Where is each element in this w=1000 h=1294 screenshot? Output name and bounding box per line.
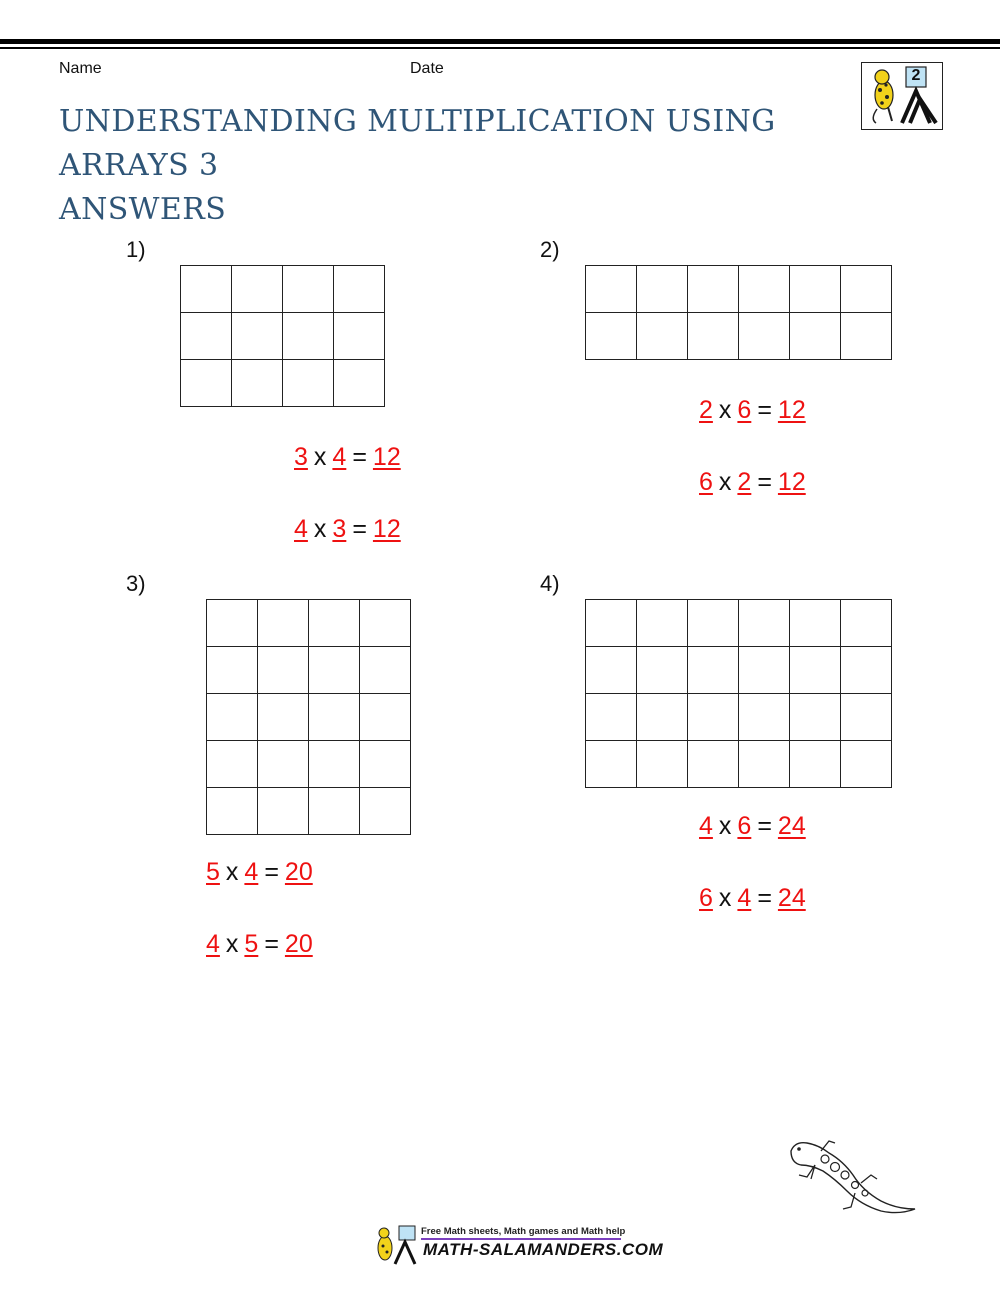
array-cell (841, 741, 892, 788)
equals-sign: = (757, 396, 772, 424)
array-cell (739, 741, 790, 788)
times-sign: x (718, 812, 732, 840)
equals-sign: = (352, 515, 367, 543)
salamander-icon (785, 1135, 920, 1217)
problem-3-equation-2 (206, 930, 313, 959)
array-cell (688, 694, 739, 741)
array-cell (309, 694, 360, 741)
times-sign: x (313, 443, 327, 471)
times-sign: x (718, 468, 732, 496)
equals-sign: = (264, 930, 279, 958)
array-cell (688, 600, 739, 647)
array-cell (688, 313, 739, 360)
array-cell (688, 647, 739, 694)
answer-factor-b: 5 (244, 930, 259, 958)
array-cell (360, 694, 411, 741)
array-cell (790, 266, 841, 313)
answer-product: 24 (777, 812, 806, 840)
answer-factor-b: 3 (332, 515, 347, 543)
footer-tagline: Free Math sheets, Math games and Math help (421, 1226, 626, 1237)
array-cell (232, 266, 283, 313)
answer-factor-b: 6 (737, 396, 752, 424)
problem-4-array (585, 599, 892, 788)
problem-2-equation-1 (699, 396, 806, 425)
array-cell (586, 694, 637, 741)
answer-product: 12 (372, 515, 401, 543)
array-cell (207, 741, 258, 788)
array-cell (360, 788, 411, 835)
answer-factor-b: 2 (737, 468, 752, 496)
array-cell (334, 360, 385, 407)
footer-salamander-icon (373, 1224, 423, 1266)
problem-2-number: 2) (540, 237, 560, 262)
array-cell (637, 741, 688, 788)
array-cell (637, 694, 688, 741)
array-cell (309, 741, 360, 788)
problem-1-array (180, 265, 385, 407)
problem-3-number: 3) (126, 571, 146, 596)
array-cell (258, 600, 309, 647)
equals-sign: = (352, 443, 367, 471)
array-cell (586, 313, 637, 360)
array-cell (207, 647, 258, 694)
array-cell (790, 647, 841, 694)
problem-1-equation-1 (294, 443, 401, 472)
problem-2-array (585, 265, 892, 360)
array-cell (841, 647, 892, 694)
array-cell (360, 600, 411, 647)
array-cell (258, 788, 309, 835)
answer-product: 12 (777, 396, 806, 424)
array-cell (790, 600, 841, 647)
array-cell (360, 741, 411, 788)
answer-factor-a: 6 (699, 468, 713, 496)
page-title (59, 100, 859, 232)
times-sign: x (225, 858, 239, 886)
array-cell (258, 647, 309, 694)
array-cell (586, 647, 637, 694)
times-sign: x (718, 884, 732, 912)
answer-factor-a: 3 (294, 443, 308, 471)
array-cell (283, 266, 334, 313)
grade-badge: 2 (911, 67, 921, 84)
answer-factor-a: 4 (699, 812, 713, 840)
array-cell (790, 694, 841, 741)
top-rule-thick (0, 39, 1000, 44)
date-label: Date (410, 60, 444, 77)
array-cell (207, 694, 258, 741)
grade-logo (861, 62, 943, 130)
answer-factor-b: 6 (737, 812, 752, 840)
footer-brand: MATH-SALAMANDERS.COM (423, 1240, 664, 1259)
array-cell (586, 600, 637, 647)
equals-sign: = (757, 884, 772, 912)
array-cell (790, 313, 841, 360)
array-cell (232, 360, 283, 407)
array-cell (637, 647, 688, 694)
array-cell (637, 266, 688, 313)
array-cell (739, 647, 790, 694)
answer-product: 24 (777, 884, 806, 912)
problem-4-equation-2 (699, 884, 806, 913)
array-cell (258, 741, 309, 788)
name-label: Name (59, 60, 102, 77)
array-cell (586, 266, 637, 313)
problem-3-equation-1 (206, 858, 313, 887)
array-cell (207, 600, 258, 647)
title-line-2: ANSWERS (59, 192, 227, 227)
array-cell (688, 266, 739, 313)
salamander-teacher-icon (862, 63, 942, 129)
array-cell (283, 360, 334, 407)
answer-factor-a: 4 (206, 930, 220, 958)
array-cell (207, 788, 258, 835)
array-cell (309, 788, 360, 835)
equals-sign: = (264, 858, 279, 886)
problem-1-equation-2 (294, 515, 401, 544)
array-cell (739, 266, 790, 313)
answer-factor-a: 2 (699, 396, 713, 424)
array-cell (334, 313, 385, 360)
problem-4-number: 4) (540, 571, 560, 596)
array-cell (181, 266, 232, 313)
array-cell (637, 600, 688, 647)
answer-factor-b: 4 (737, 884, 752, 912)
array-cell (232, 313, 283, 360)
answer-product: 20 (284, 858, 313, 886)
array-cell (637, 313, 688, 360)
answer-product: 20 (284, 930, 313, 958)
array-cell (309, 600, 360, 647)
problem-2-equation-2 (699, 468, 806, 497)
array-cell (181, 313, 232, 360)
array-cell (586, 741, 637, 788)
problem-4-equation-1 (699, 812, 806, 841)
times-sign: x (718, 396, 732, 424)
array-cell (360, 647, 411, 694)
equals-sign: = (757, 468, 772, 496)
array-cell (334, 266, 385, 313)
array-cell (739, 313, 790, 360)
times-sign: x (313, 515, 327, 543)
array-cell (841, 266, 892, 313)
answer-factor-a: 5 (206, 858, 220, 886)
answer-product: 12 (777, 468, 806, 496)
array-cell (841, 313, 892, 360)
array-cell (309, 647, 360, 694)
array-cell (258, 694, 309, 741)
array-cell (739, 600, 790, 647)
array-cell (790, 741, 841, 788)
array-cell (283, 313, 334, 360)
problem-1-number: 1) (126, 237, 146, 262)
times-sign: x (225, 930, 239, 958)
equals-sign: = (757, 812, 772, 840)
answer-factor-a: 6 (699, 884, 713, 912)
title-line-1: UNDERSTANDING MULTIPLICATION USING ARRAYS 3 (59, 104, 776, 183)
answer-factor-b: 4 (244, 858, 259, 886)
problem-3-array (206, 599, 411, 835)
array-cell (739, 694, 790, 741)
array-cell (841, 600, 892, 647)
array-cell (688, 741, 739, 788)
answer-factor-b: 4 (332, 443, 347, 471)
array-cell (181, 360, 232, 407)
answer-factor-a: 4 (294, 515, 308, 543)
answer-product: 12 (372, 443, 401, 471)
array-cell (841, 694, 892, 741)
top-rule-thin (0, 47, 1000, 49)
